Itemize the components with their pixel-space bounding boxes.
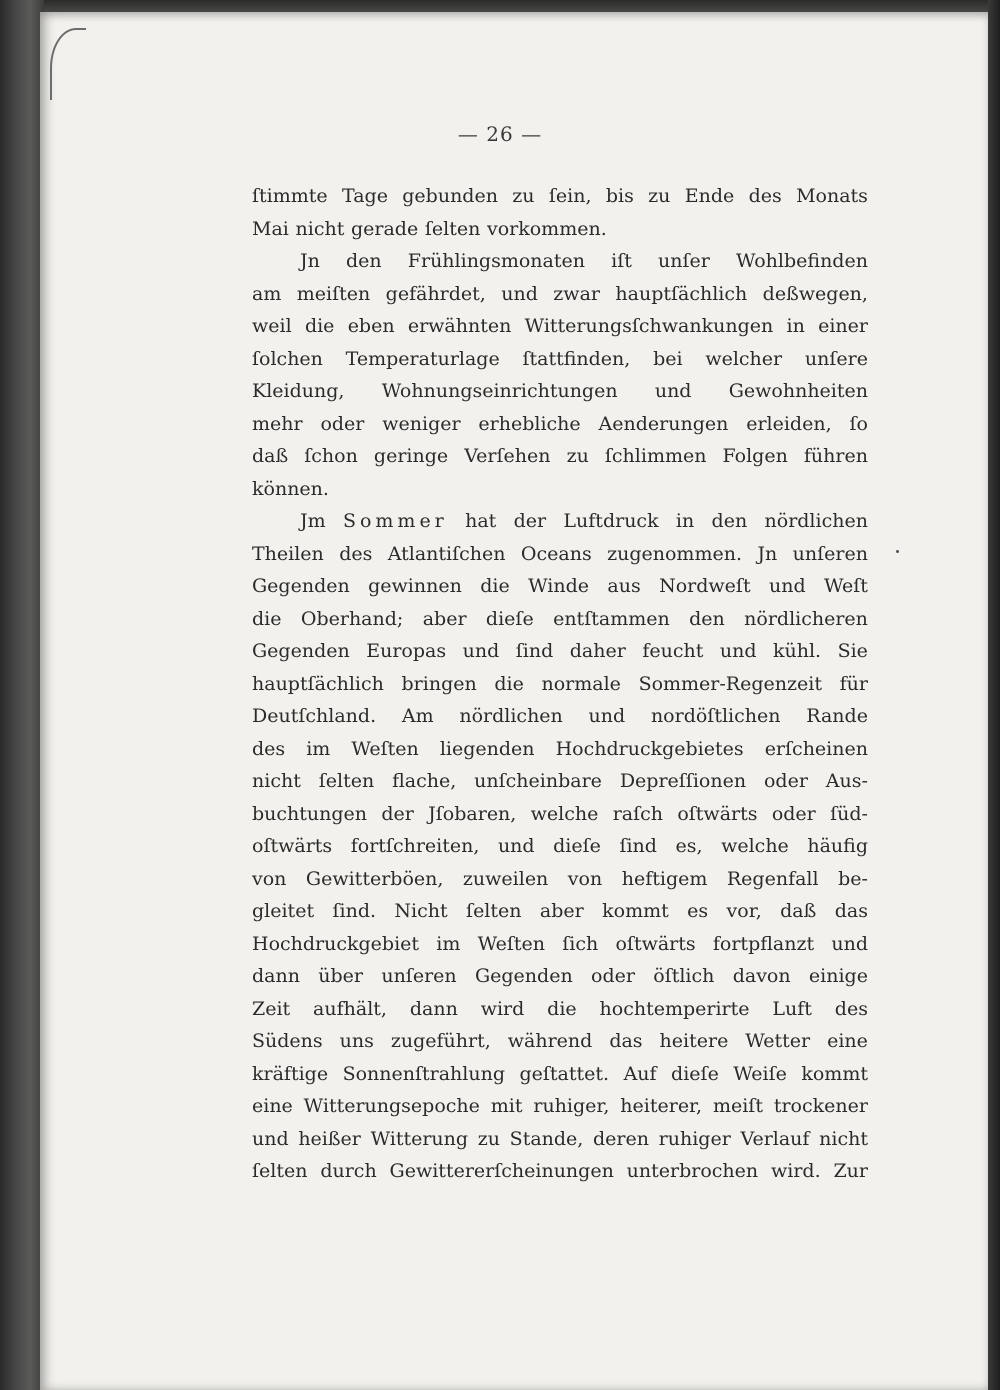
word: oder <box>591 965 635 987</box>
word: kommt <box>801 1062 868 1085</box>
word: ſelten <box>318 770 375 792</box>
word: das <box>609 1030 643 1052</box>
word: häufig <box>807 835 868 857</box>
text-line <box>252 830 868 863</box>
word: gleitet <box>252 900 315 922</box>
word: Jn <box>757 542 778 565</box>
word: einer <box>818 315 868 337</box>
text-line <box>252 1090 868 1123</box>
word: ruhiger <box>658 1127 731 1150</box>
word: Witterung <box>370 1127 469 1150</box>
word: in <box>675 510 695 532</box>
word: Hochdruckgebiet <box>252 932 420 955</box>
word: Sie <box>837 640 868 662</box>
word: während <box>507 1030 593 1052</box>
word: Gewitterböen, <box>305 867 444 890</box>
word: Wohlbefinden <box>736 250 868 272</box>
text-line <box>252 213 868 246</box>
body-text <box>252 180 868 1188</box>
page-curl-mark <box>50 28 86 100</box>
word: Sommer-Regenzeit <box>638 672 822 695</box>
text-line <box>252 798 868 831</box>
word: Luft <box>772 997 812 1020</box>
word: zu <box>512 185 535 207</box>
word: über <box>318 965 364 987</box>
word: für <box>839 672 868 695</box>
word: Temperaturlage <box>345 347 500 370</box>
word: den <box>689 607 725 630</box>
word: Regenfall <box>726 867 819 890</box>
text-line <box>252 505 868 538</box>
word: und <box>831 932 868 955</box>
text-line <box>252 635 868 668</box>
word: und <box>462 640 500 662</box>
word: ſchlimmen <box>604 445 707 467</box>
word: Stande, <box>509 1127 584 1150</box>
word: dieſe <box>553 835 601 857</box>
word: Aus- <box>825 770 868 792</box>
word: Oceans <box>520 542 592 565</box>
word: Witterungsſchwankungen <box>524 315 774 337</box>
word: geſtattet. <box>519 1062 610 1085</box>
word: ſind <box>619 835 657 857</box>
word: heißer <box>298 1127 361 1150</box>
word: nicht <box>252 770 301 792</box>
word: Monats <box>796 185 868 207</box>
word: dieſe <box>671 1062 719 1085</box>
word: unſere <box>804 347 868 370</box>
word: trockener <box>773 1095 868 1117</box>
text-line <box>252 928 868 961</box>
word: nördlichen <box>459 705 563 727</box>
word: ſein, <box>548 185 592 207</box>
text-line <box>252 668 868 701</box>
word: Ende <box>684 185 735 207</box>
word: gebunden <box>402 185 498 207</box>
text-line <box>252 733 868 766</box>
word: erſcheinen <box>764 737 868 760</box>
word: Gegenden <box>252 640 350 662</box>
word: daß <box>780 900 817 922</box>
word: zwar <box>553 282 600 305</box>
word: Witterungsepoche <box>303 1095 480 1117</box>
word: heitere <box>659 1030 729 1052</box>
word: ruhiger, <box>533 1095 610 1117</box>
word: im <box>306 737 331 760</box>
text-line <box>252 570 868 603</box>
word: es <box>687 900 709 922</box>
text-line <box>252 603 868 636</box>
text-line <box>252 440 868 473</box>
word: fortpflanzt <box>712 932 815 955</box>
word: Weſten <box>351 737 419 760</box>
word: welcher <box>705 347 783 370</box>
word: den <box>711 510 748 532</box>
word: in <box>786 315 805 337</box>
word: Gewohnheiten <box>728 380 868 402</box>
word: dann <box>409 997 458 1020</box>
word: des <box>252 737 286 760</box>
word: oſtwärts <box>252 835 333 857</box>
word: hat <box>465 510 497 532</box>
word: können. <box>252 477 329 500</box>
word: Jſobaren, <box>428 802 517 825</box>
word: hauptſächlich <box>252 672 384 695</box>
word: oder <box>763 770 808 792</box>
word: feucht <box>642 640 704 662</box>
word: weniger <box>382 412 461 435</box>
word: Am <box>401 705 434 727</box>
word: im <box>436 932 461 955</box>
word: entſtammen <box>553 607 670 630</box>
word: gefährdet, <box>385 282 486 305</box>
word: die <box>252 607 282 630</box>
word: daher <box>569 640 626 662</box>
word: Depreſſionen <box>619 770 747 792</box>
word: mit <box>490 1095 523 1117</box>
word: hauptſächlich <box>615 282 748 305</box>
word: be- <box>838 867 868 890</box>
word: Hochdruckgebietes <box>555 737 744 760</box>
word: nicht <box>295 217 345 240</box>
word: nordöſtlichen <box>650 705 781 727</box>
word: des <box>339 542 373 565</box>
word: vorkommen. <box>486 217 607 240</box>
word: unſeren <box>381 965 457 987</box>
word: deßwegen, <box>762 282 868 305</box>
word: unterbrochen <box>626 1160 759 1182</box>
text-line <box>252 180 868 213</box>
word: von <box>252 867 287 890</box>
text-line <box>252 993 868 1026</box>
word: liegenden <box>439 737 535 760</box>
word: Südens <box>252 1030 323 1052</box>
word: deren <box>593 1127 649 1150</box>
text-line <box>252 1025 868 1058</box>
word: flache, <box>392 770 457 792</box>
word: erwähnten <box>407 315 512 337</box>
word: zuweilen <box>462 867 549 890</box>
word: Weſten <box>477 932 545 955</box>
word: welche <box>721 835 789 857</box>
word: Auf <box>623 1062 657 1085</box>
word: Zeit <box>252 997 291 1020</box>
text-line <box>252 960 868 993</box>
page-number: — 26 — <box>457 122 543 146</box>
word: Oberhand; <box>300 607 404 630</box>
word: gewinnen <box>368 575 462 597</box>
word: Frühlingsmonaten <box>407 250 585 272</box>
word: daß <box>252 445 289 467</box>
word: oder <box>771 802 816 825</box>
word: ſelten <box>424 217 481 240</box>
word: ſtimmte <box>252 185 328 207</box>
word: ſelten <box>466 900 522 922</box>
text-line <box>252 895 868 928</box>
text-line <box>252 1155 868 1188</box>
word: bis <box>605 185 634 207</box>
word: bei <box>653 347 683 370</box>
word: erhebliche <box>478 412 581 435</box>
word: der <box>513 510 547 532</box>
word: iſt <box>611 250 632 272</box>
word: es, <box>675 835 703 857</box>
text-line <box>252 473 868 506</box>
word: meiſten <box>296 282 371 305</box>
word: kommt <box>602 900 669 922</box>
word: Deutſchland. <box>252 705 377 727</box>
text-line <box>252 765 868 798</box>
word: kräftige <box>252 1062 329 1085</box>
word: buchtungen <box>252 802 368 825</box>
word: Rande <box>806 705 868 727</box>
word: Sonnenſtrahlung <box>342 1062 505 1085</box>
text-line <box>252 278 868 311</box>
text-line <box>252 343 868 376</box>
word: führen <box>803 445 868 467</box>
word: das <box>834 900 868 922</box>
word: meiſt <box>712 1095 763 1117</box>
word: Gegenden <box>474 965 573 987</box>
word: Mai <box>252 217 289 240</box>
text-line <box>252 375 868 408</box>
word: zugeführt, <box>390 1030 491 1052</box>
word: Europas <box>366 640 447 662</box>
word: davon <box>732 965 791 987</box>
word: von <box>567 867 603 890</box>
word: und <box>654 380 692 402</box>
word: ſelten <box>252 1160 308 1182</box>
word: Atlantiſchen <box>387 542 506 565</box>
word: Weſt <box>824 575 868 597</box>
word: Winde <box>528 575 589 597</box>
word: eben <box>347 315 395 337</box>
word: Nordweſt <box>659 575 751 597</box>
word: Kleidung, <box>252 380 345 402</box>
word: einige <box>808 965 868 987</box>
word: Luftdruck <box>563 510 659 532</box>
word: eine <box>252 1095 293 1117</box>
text-line <box>252 863 868 896</box>
word: fortſchreiten, <box>350 835 480 857</box>
word: oſtwärts <box>615 932 696 955</box>
word: die <box>494 672 524 695</box>
word: erleiden, <box>746 412 832 435</box>
word: Gegenden <box>252 575 350 597</box>
word: Gewittererſcheinungen <box>389 1160 614 1182</box>
word: ſüd- <box>830 802 868 825</box>
word: durch <box>320 1160 377 1182</box>
word: zugenommen. <box>607 542 742 565</box>
word: Sommer <box>342 510 448 532</box>
word: dann <box>252 965 300 987</box>
word: aber <box>539 900 584 922</box>
word: raſch <box>612 802 664 825</box>
word: Folgen <box>722 445 788 467</box>
text-line <box>252 245 868 278</box>
word: eine <box>827 1030 868 1052</box>
word: aufhält, <box>313 997 387 1020</box>
word: weil <box>252 315 292 337</box>
word: die <box>547 997 577 1020</box>
word: ſich <box>562 932 599 955</box>
word: kühl. <box>772 640 822 662</box>
word: Theilen <box>252 542 324 565</box>
word: zu <box>477 1127 500 1150</box>
word: bringen <box>401 672 477 695</box>
word: ſind. <box>332 900 377 922</box>
word: aber <box>422 607 467 630</box>
text-line <box>252 1058 868 1091</box>
word: unſer <box>658 250 710 272</box>
word: am <box>252 282 282 305</box>
word: normale <box>541 672 621 695</box>
word: mehr <box>252 412 303 435</box>
word: Jn <box>300 250 320 272</box>
word: Verſehen <box>464 445 551 467</box>
word: Jm <box>300 510 326 532</box>
word: Wohnungseinrichtungen <box>381 380 618 402</box>
text-line <box>252 538 868 571</box>
word: Weiſe <box>733 1062 787 1085</box>
word: oſtwärts <box>677 802 758 825</box>
word: die <box>304 315 335 337</box>
word: oder <box>320 412 365 435</box>
word: welche <box>530 802 599 825</box>
word: ſo <box>849 412 868 435</box>
word: des <box>748 185 782 207</box>
book-spine-edge <box>0 0 44 1390</box>
word: Zur <box>833 1160 868 1182</box>
word: den <box>346 250 382 272</box>
word: wird <box>480 997 525 1020</box>
word: zu <box>648 185 671 207</box>
word: unſeren <box>792 542 868 565</box>
text-line <box>252 1123 868 1156</box>
word: Aenderungen <box>598 412 729 435</box>
word: heftigem <box>621 867 708 890</box>
word: gerade <box>350 217 419 240</box>
word: der <box>381 802 414 825</box>
word: und <box>497 835 535 857</box>
text-line <box>252 700 868 733</box>
word: aus <box>607 575 641 597</box>
word: vor, <box>726 900 762 922</box>
text-line <box>252 408 868 441</box>
word: und <box>588 705 626 727</box>
word: zu <box>566 445 589 467</box>
word: nicht <box>819 1127 868 1150</box>
word: des <box>834 997 868 1020</box>
word: Verlauf <box>740 1127 810 1150</box>
word: uns <box>339 1030 374 1052</box>
word: dieſe <box>485 607 534 630</box>
word: und <box>719 640 757 662</box>
paper-speck <box>896 550 899 553</box>
word: wird. <box>771 1160 821 1182</box>
word: ſolchen <box>252 347 323 370</box>
word: heiterer, <box>620 1095 703 1117</box>
text-line <box>252 310 868 343</box>
word: und <box>768 575 806 597</box>
word: öſtlich <box>653 965 715 987</box>
word: Tage <box>342 185 388 207</box>
word: Wetter <box>745 1030 811 1052</box>
word: hochtemperirte <box>599 997 750 1020</box>
word: ſtattfinden, <box>522 347 631 370</box>
word: Nicht <box>394 900 448 922</box>
word: und <box>252 1127 289 1150</box>
word: und <box>501 282 538 305</box>
word: die <box>480 575 510 597</box>
word: unſcheinbare <box>474 770 602 792</box>
scan-border-right <box>988 0 1000 1390</box>
word: geringe <box>373 445 449 467</box>
word: nördlicheren <box>744 607 868 630</box>
word: nördlichen <box>764 510 868 532</box>
word: ſchon <box>304 445 358 467</box>
word: ſind <box>515 640 554 662</box>
